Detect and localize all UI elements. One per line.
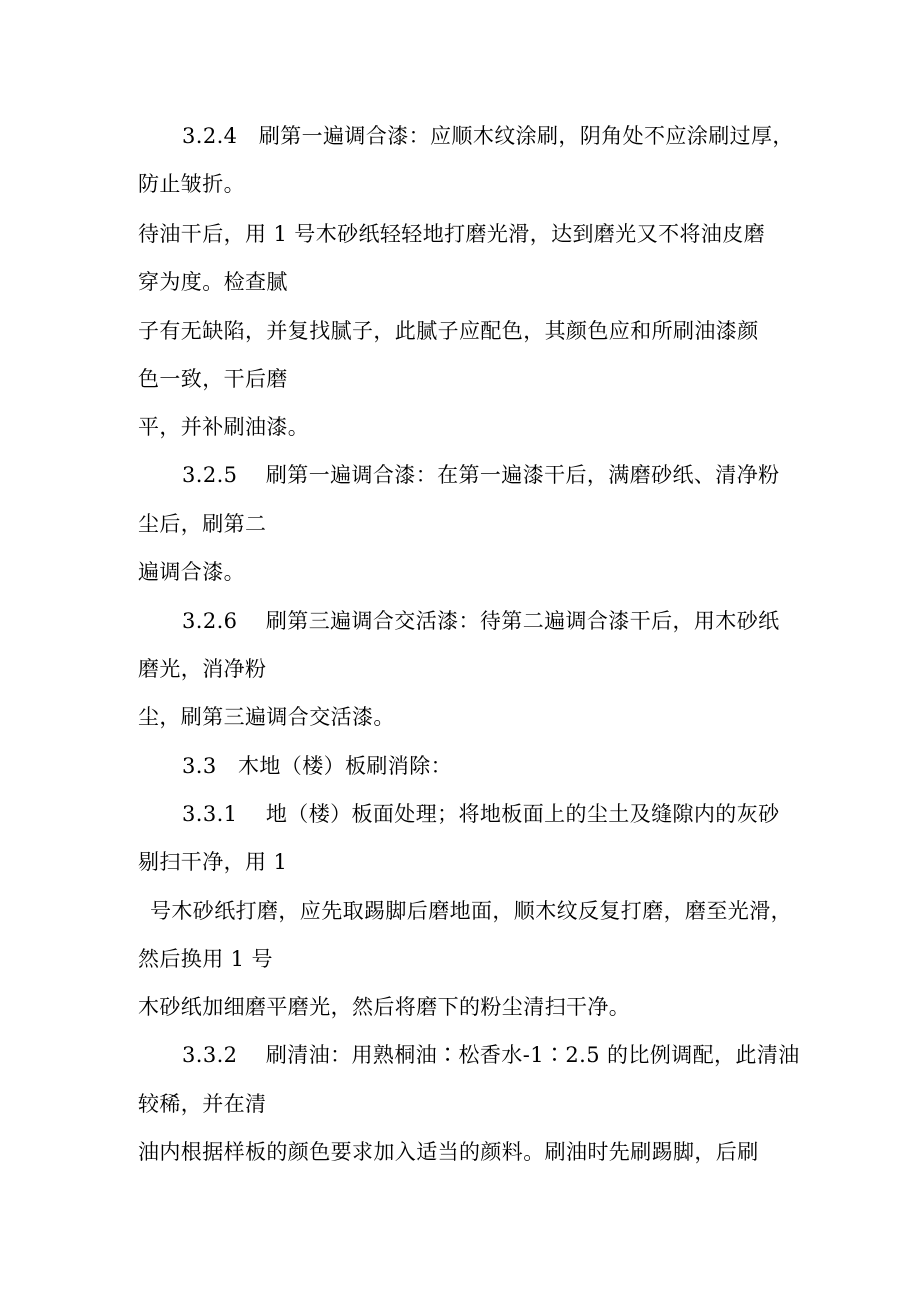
text-line: 待油干后，用 1 号木砂纸轻轻地打磨光滑，达到磨光又不将油皮磨 — [138, 222, 766, 246]
text-line: 木砂纸加细磨平磨光，然后将磨下的粉尘清扫干净。 — [138, 995, 631, 1019]
text-line: 尘后，刷第二 — [138, 512, 267, 536]
text-line: 遍调合漆。 — [138, 560, 245, 584]
text-line: 3.2.5 刷第一遍调合漆：在第一遍漆干后，满磨砂纸、清净粉 — [182, 463, 780, 487]
text-line: 3.2.4 刷第一遍调合漆：应顺木纹涂刷，阴角处不应涂刷过厚， — [182, 124, 794, 148]
text-line: 穿为度。检查腻 — [138, 270, 288, 294]
text-line: 号木砂纸打磨，应先取踢脚后磨地面，顺木纹反复打磨，磨至光滑， — [150, 899, 792, 923]
text-line: 尘，刷第三遍调合交活漆。 — [138, 705, 395, 729]
text-line: 3.2.6 刷第三遍调合交活漆：待第二遍调合漆干后，用木砂纸 — [182, 609, 780, 633]
text-line: 然后换用 1 号 — [138, 947, 273, 971]
text-line: 3.3.1 地（楼）板面处理；将地板面上的尘土及缝隙内的灰砂 — [182, 802, 780, 826]
text-line: 防止皱折。 — [138, 172, 245, 196]
text-line: 3.3.2 刷清油：用熟桐油∶松香水-1∶2.5 的比例调配，此清油 — [182, 1043, 800, 1067]
text-line: 油内根据样板的颜色要求加入适当的颜料。刷油时先刷踢脚，后刷 — [138, 1140, 759, 1164]
text-line: 色一致，干后磨 — [138, 367, 288, 391]
text-line: 剔扫干净，用 1 — [138, 850, 288, 874]
text-line: 子有无缺陷，并复找腻子，此腻子应配色，其颜色应和所刷油漆颜 — [138, 319, 759, 343]
text-line: 磨光，消净粉 — [138, 657, 267, 681]
text-line: 较稀，并在清 — [138, 1092, 267, 1116]
text-line: 平，并补刷油漆。 — [138, 415, 310, 439]
section-heading: 3.3 木地（楼）板刷消除： — [182, 754, 452, 778]
